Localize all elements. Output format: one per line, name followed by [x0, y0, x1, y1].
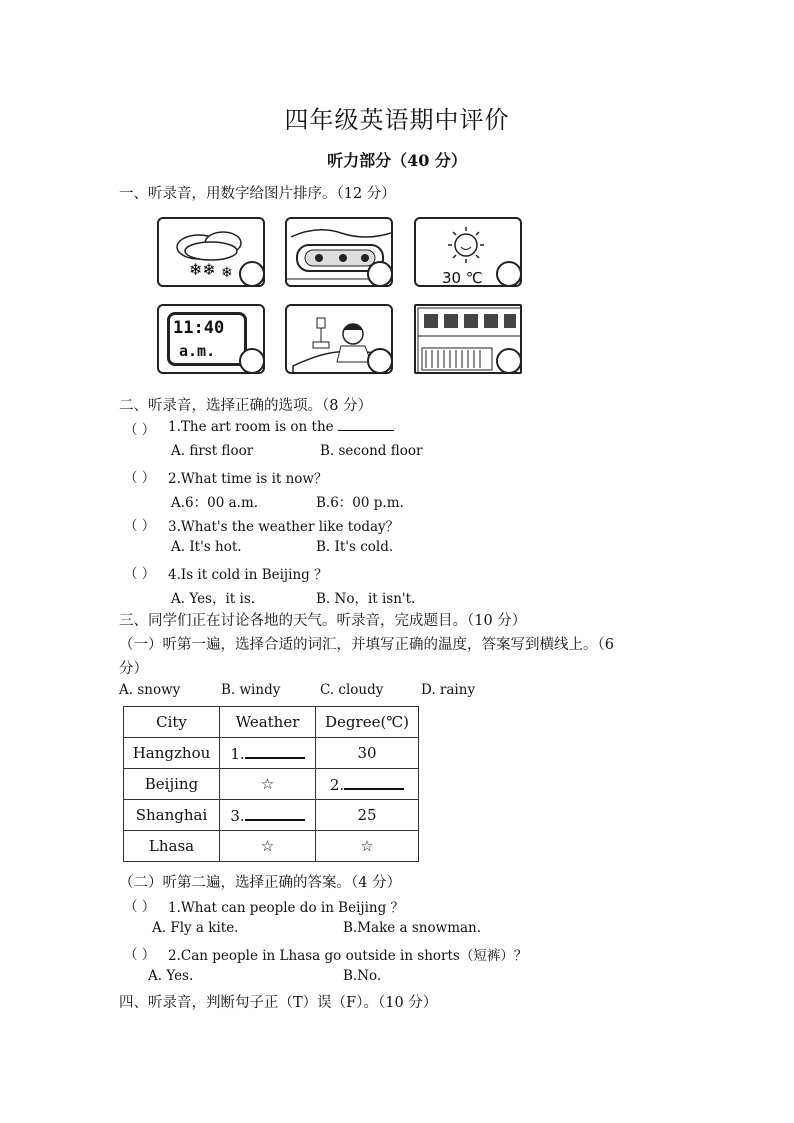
degree-cell: ☆: [316, 831, 419, 862]
degree-cell: 30: [316, 738, 419, 769]
option-4a: A. Yes，it is.: [171, 591, 256, 607]
blank-number: 2.: [329, 776, 345, 794]
word-option-a: A. snowy: [119, 682, 181, 698]
weather-cell[interactable]: [220, 800, 316, 831]
section2-heading: 二、听录音，选择正确的选项。（8 分）: [119, 398, 373, 414]
part1-instruction: （一）听第一遍，选择合适的词汇，并填写正确的温度，答案写到横线上。（6: [119, 637, 614, 653]
answer-paren[interactable]: （ ）: [124, 947, 156, 963]
part2-option-2b: B.No.: [343, 968, 382, 984]
answer-paren[interactable]: （ ）: [124, 470, 156, 486]
city-cell: Lhasa: [124, 831, 220, 862]
weather-cell: ☆: [220, 831, 316, 862]
answer-paren[interactable]: （ ）: [124, 518, 156, 534]
part2-question-1: 1.What can people do in Beijing ？: [168, 900, 405, 916]
weather-cell[interactable]: [220, 738, 316, 769]
option-1a: A. first floor: [171, 443, 254, 459]
header-degree: Degree(℃): [316, 707, 419, 738]
page-title: 四年级英语期中评价: [284, 106, 510, 134]
header-city: City: [124, 707, 220, 738]
blank-number: 3.: [230, 807, 245, 825]
question-1: [168, 419, 394, 435]
city-cell: Beijing: [124, 769, 220, 800]
answer-blank[interactable]: [245, 805, 305, 821]
temperature-label: 30 ℃: [442, 269, 483, 287]
clock-ampm: a.m.: [179, 342, 216, 360]
clock-time: 11:40: [173, 318, 225, 338]
page-subtitle: 听力部分（40 分）: [327, 151, 467, 170]
vehicle-picture: [285, 217, 393, 287]
option-3a: A. It's hot.: [171, 539, 242, 555]
answer-circle[interactable]: [367, 261, 393, 287]
question-1-text: 1.The art room is on the: [168, 419, 334, 435]
question-2: 2.What time is it now？: [168, 471, 328, 487]
city-cell: Hangzhou: [124, 738, 220, 769]
section3-heading: 三、同学们正在讨论各地的天气。听录音，完成题目。（10 分）: [119, 613, 527, 629]
degree-cell[interactable]: [316, 769, 419, 800]
degree-cell: 25: [316, 800, 419, 831]
answer-blank[interactable]: [344, 774, 404, 790]
part2-option-2a: A. Yes.: [148, 968, 194, 984]
answer-circle[interactable]: [496, 348, 522, 374]
option-4b: B. No，it isn't.: [316, 591, 416, 607]
answer-circle[interactable]: [496, 261, 522, 287]
word-option-d: D. rainy: [421, 682, 476, 698]
svg-text:❄: ❄: [221, 265, 233, 281]
part1-instruction-cont: 分）: [119, 661, 148, 677]
answer-blank[interactable]: [245, 743, 305, 759]
option-2a: A.6：00 a.m.: [171, 495, 259, 511]
section4-heading: 四、听录音，判断句子正（T）误（F）。（10 分）: [119, 995, 438, 1011]
part2-instruction: （二）听第二遍，选择正确的答案。（4 分）: [119, 875, 402, 891]
answer-paren[interactable]: （ ）: [124, 566, 156, 582]
table-row: [124, 800, 419, 831]
city-cell: Shanghai: [124, 800, 220, 831]
part2-option-1a: A. Fly a kite.: [152, 920, 239, 936]
svg-text:❄❄: ❄❄: [189, 260, 216, 279]
weather-cell: ☆: [220, 769, 316, 800]
answer-paren[interactable]: （ ）: [124, 899, 156, 915]
table-row: [124, 738, 419, 769]
question-3: 3.What's the weather like today？: [168, 519, 400, 535]
word-option-c: C. cloudy: [320, 682, 384, 698]
library-picture: [414, 304, 522, 374]
blank-number: 1.: [230, 745, 245, 763]
answer-circle[interactable]: [367, 348, 393, 374]
weather-table: [123, 706, 419, 862]
option-1b: B. second floor: [320, 443, 423, 459]
table-header-row: [124, 707, 419, 738]
word-option-b: B. windy: [221, 682, 281, 698]
option-2b: B.6：00 p.m.: [316, 495, 404, 511]
sunny-weather-picture: [414, 217, 522, 287]
clock-picture: [157, 304, 265, 374]
answer-blank[interactable]: [338, 430, 394, 431]
part2-question-2: 2.Can people in Lhasa go outside in shorts（短裤）？: [168, 948, 528, 964]
table-row: [124, 831, 419, 862]
table-row: [124, 769, 419, 800]
question-4: 4.Is it cold in Beijing ？: [168, 567, 328, 583]
header-weather: Weather: [220, 707, 316, 738]
answer-circle[interactable]: [239, 348, 265, 374]
section1-heading: 一、听录音，用数字给图片排序。（12 分）: [119, 186, 396, 202]
boy-in-bed-picture: [285, 304, 393, 374]
snowy-weather-picture: [157, 217, 265, 287]
part2-option-1b: B.Make a snowman.: [343, 920, 482, 936]
answer-circle[interactable]: [239, 261, 265, 287]
option-3b: B. It's cold.: [316, 539, 394, 555]
answer-paren[interactable]: （ ）: [124, 422, 156, 438]
